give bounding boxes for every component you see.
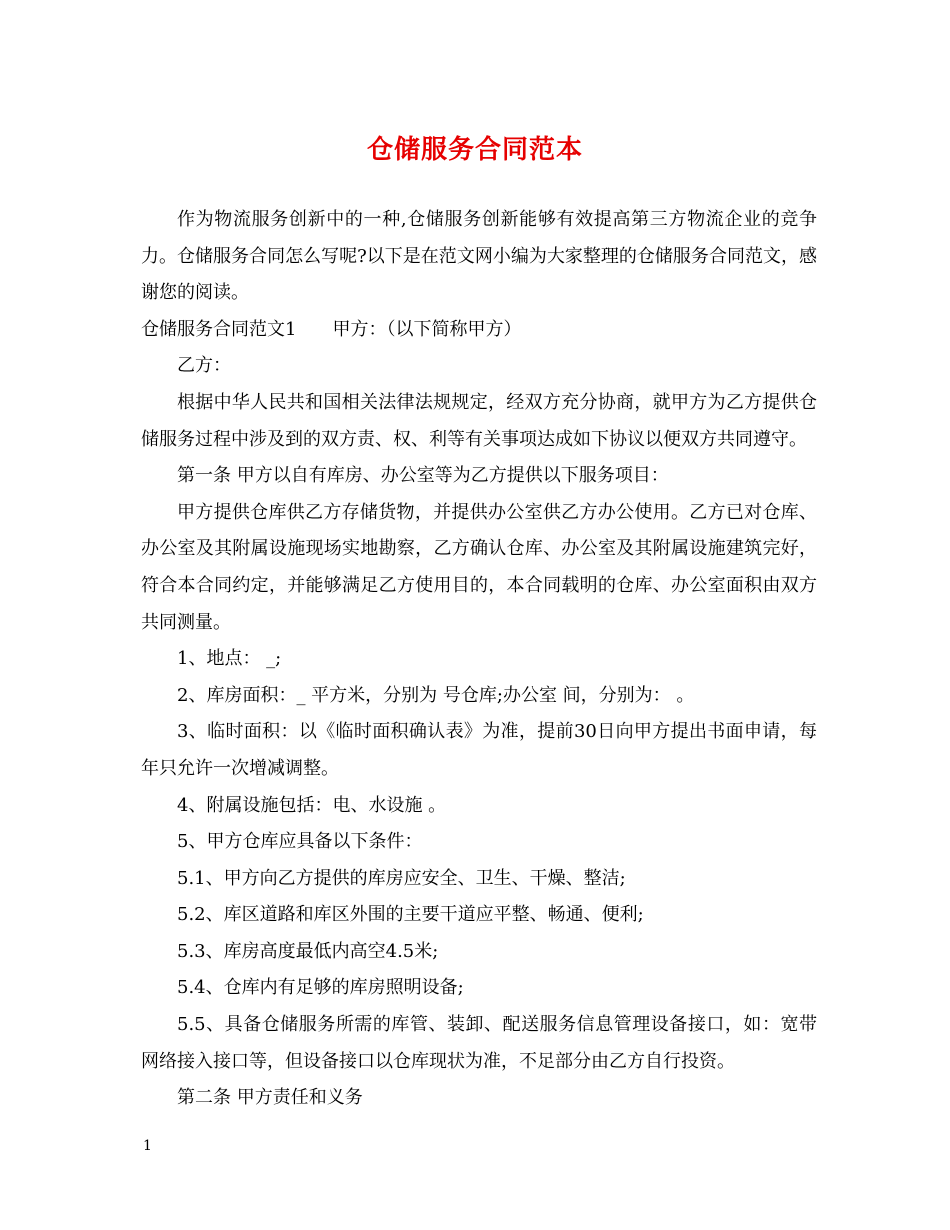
paragraph-party-b: 乙方： [177,355,231,377]
paragraph-preamble: 根据中华人民共和国相关法律法规规定，经双方充分协商，就甲方为乙方提供仓储服务过程中涉及到的双方责、权、利等有关事项达成如下协议以便双方共同遵守。 [141,391,817,450]
paragraph-intro: 作为物流服务创新中的一种,仓储服务创新能够有效提高第三方物流企业的竞争力。仓储服务合同怎么写呢?以下是在范文网小编为大家整理的仓储服务合同范文，感谢您的阅读。 [141,209,817,304]
paragraph-item-2: 2、库房面积：_ 平方米，分别为 号仓库;办公室 间，分别为： 。 [177,684,695,706]
paragraph-item-1: 1、地点： _; [177,648,282,670]
paragraph-item-5-4: 5.4、仓库内有足够的库房照明设备; [177,977,464,999]
paragraph-article-1-body: 甲方提供仓库供乙方存储货物，并提供办公室供乙方办公使用。乙方已对仓库、办公室及其附属设施现场实地勘察，乙方确认仓库、办公室及其附属设施建筑完好，符合本合同约定，并能够满足乙方使用目的，本合同载明的仓库、办公室面积由双方共同测量。 [141,501,817,633]
paragraph-item-5: 5、甲方仓库应具备以下条件： [177,831,423,853]
document-body [141,202,817,1117]
paragraph-item-5-1: 5.1、甲方向乙方提供的库房应安全、卫生、干燥、整洁; [177,867,626,889]
paragraph-article-2: 第二条 甲方责任和义务 [177,1087,363,1109]
paragraph-item-5-5: 5.5、具备仓储服务所需的库管、装卸、配送服务信息管理设备接口，如：宽带网络接入接口等，但设备接口以仓库现状为准，不足部分由乙方自行投资。 [141,1014,817,1072]
paragraph-item-5-2: 5.2、库区道路和库区外围的主要干道应平整、畅通、便利; [177,904,644,926]
paragraph-contract-header: 仓储服务合同范文1 甲方：（以下简称甲方） [141,318,522,340]
page-number: 1 [143,1138,152,1154]
document-title: 仓储服务合同范本 [366,135,583,165]
paragraph-item-4: 4、附属设施包括：电、水设施 。 [177,794,447,816]
paragraph-item-5-3: 5.3、库房高度最低内高空4.5米; [177,940,439,962]
paragraph-item-3: 3、临时面积：以《临时面积确认表》为准，提前30日向甲方提出书面申请，每年只允许一次增减调整。 [141,721,817,779]
paragraph-article-1: 第一条 甲方以自有库房、办公室等为乙方提供以下服务项目： [177,465,669,487]
